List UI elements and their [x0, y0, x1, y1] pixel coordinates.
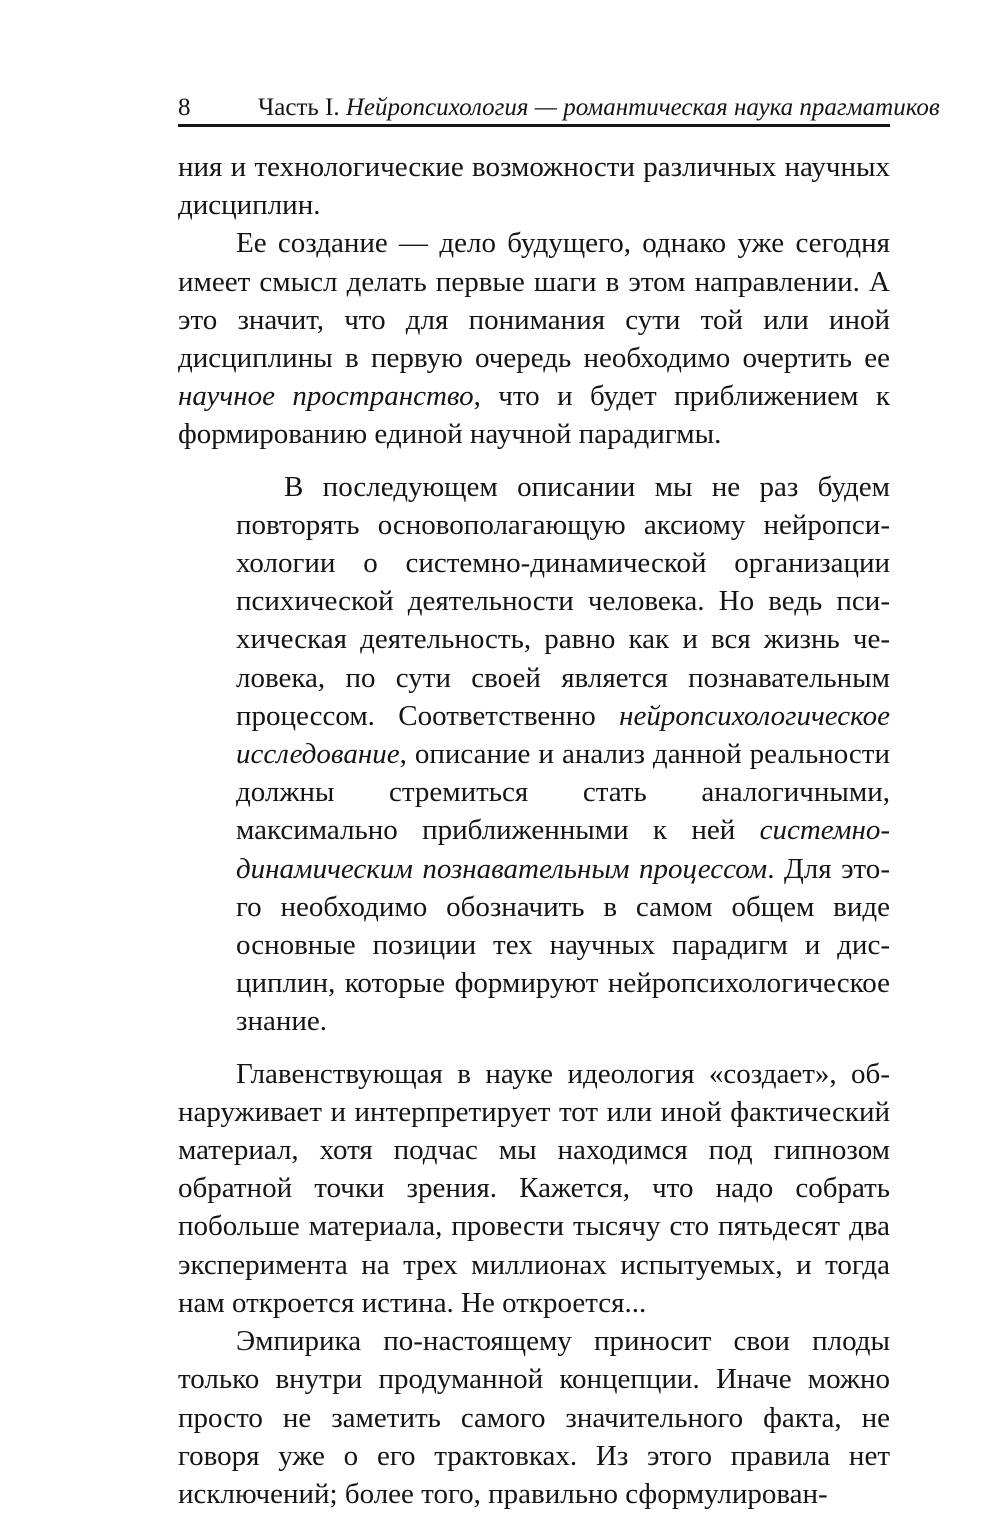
page-number: 8	[178, 94, 191, 121]
paragraph-3-text-a: В последующем описании мы не раз будем повторять основополагающую аксиому нейропсихологии о системно-динамической организации психической деятельности человека. Но ведь психическая деятельность, равно как и вся жизнь человека, по сути своей является познавательным процессом. Соответственно	[236, 470, 890, 732]
paragraph-5: Эмпирика по-настоящему приносит свои плоды только внутри продуманной концепции. Иначе можно просто не заметить самого значительного факта, не говоря уже о его трактовках. Из этого правила нет исключений; более того, правильно сформулирован-	[178, 1325, 890, 1510]
paragraph-4: Главенствующая в науке идеология «создает», обнаруживает и интерпретирует тот или иной фактический материал, хотя подчас мы находимся под гипнозом обратной точки зрения. Кажется, что надо собрать побольше материала, провести тысячу сто пятьдесят два эксперимента на трех миллионах испытуемых, и тогда нам откроется истина. Не откроется...	[178, 1057, 890, 1319]
paragraph-3-emphasis-2: системно-динамическим познавательным процессом	[236, 814, 890, 885]
chapter-title: Нейропсихология — романтическая наука прагматиков	[345, 94, 940, 121]
indented-block	[236, 468, 890, 1041]
paragraph-2-text-b: , что и будет приближением к формированию единой научной парадигмы.	[178, 380, 890, 451]
paragraph-2-text-a: Ее создание — дело будущего, однако уже сегодня имеет смысл делать первые шаги в этом направлении. А это значит, что для понимания сути той или иной дисциплины в первую очередь необходимо очертить ее	[178, 227, 890, 375]
chapter-heading	[258, 90, 940, 126]
paragraph-2	[178, 224, 890, 453]
paragraph-3	[236, 468, 890, 1041]
body-text	[178, 148, 890, 1513]
paragraph-3-text-c: . Для этого необходимо обозначить в самом общем виде основные позиции тех научных парадигм и дисциплин, которые формируют нейропсихологическое знание.	[236, 852, 890, 1038]
paragraph-3-text-b: , описание и анализ данной реальности должны стремиться стать аналогичными, максимально приближенными к ней	[236, 738, 890, 847]
paragraph-1: ния и технологические возможности различных научных дисциплин.	[178, 151, 890, 222]
chapter-label: Часть I.	[258, 94, 340, 121]
header-rule	[178, 124, 890, 127]
paragraph-3-emphasis-1: нейропсихологическое исследование	[236, 699, 890, 771]
running-head	[178, 90, 940, 126]
paragraph-2-emphasis: научное пространство	[178, 380, 474, 413]
